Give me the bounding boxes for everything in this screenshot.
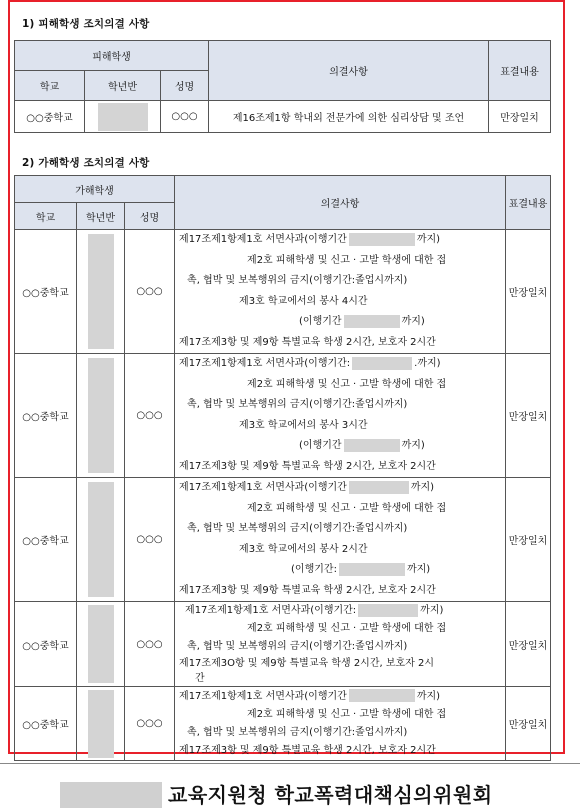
footer — [0, 780, 580, 810]
decision-cell: 제17조제1항제1호 서면사과(이행기간 까지) 제2호 피해학생 및 신고 · 고발 학생에 대한 접 촉, 협박 및 보복행위의 금지(이행기간:졸업시까지) 제17조제3항 및 제9항 특별교육 학생 2시간, 보호자 2시간 — [175, 687, 506, 761]
decision-header: 의결사항 — [175, 176, 506, 230]
vote-header: 표결내용 — [489, 41, 551, 101]
school-header: 학교 — [15, 71, 85, 101]
class-cell-redacted — [77, 687, 125, 761]
offender-group-header: 가해학생 — [15, 176, 175, 203]
table-row — [15, 354, 551, 478]
class-cell-redacted — [77, 230, 125, 354]
school-cell: ○○중학교 — [15, 687, 77, 761]
name-cell: ○○○ — [125, 230, 175, 354]
decision-cell: 제17조제1항제1호 서면사과(이행기간: .까지) 제2호 피해학생 및 신고 · 고발 학생에 대한 접 촉, 협박 및 보복행위의 금지(이행기간:졸업시까지) 제3호 학교에서의 봉사 3시간 (이행기간 까지) 제17조제3항 및 제9항 특별교육 학생 2시간, 보호자 2시간 — [175, 354, 506, 478]
name-header: 성명 — [125, 203, 175, 230]
vote-cell: 만장일치 — [506, 602, 551, 687]
table-row — [15, 602, 551, 687]
name-cell: ○○○ — [161, 101, 209, 133]
class-header: 학년반 — [77, 203, 125, 230]
decision-cell: 제17조제1항제1호 서면사과(이행기간 까지) 제2호 피해학생 및 신고 · 고발 학생에 대한 접 촉, 협박 및 보복행위의 금지(이행기간:졸업시까지) 제3호 학교에서의 봉사 2시간 (이행기간: 까지) 제17조제3항 및 제9항 특별교육 학생 2시간, 보호자 2시간 — [175, 478, 506, 602]
name-cell: ○○○ — [125, 354, 175, 478]
vote-cell: 만장일치 — [506, 354, 551, 478]
vote-cell: 만장일치 — [506, 230, 551, 354]
name-header: 성명 — [161, 71, 209, 101]
victim-group-header: 피해학생 — [15, 41, 209, 71]
school-cell: ○○중학교 — [15, 354, 77, 478]
table-row — [15, 230, 551, 354]
class-cell-redacted — [77, 602, 125, 687]
organization-name: 교육지원청 학교폭력대책심의위원회 — [168, 783, 493, 807]
section1-title: 1) 피해학생 조치의결 사항 — [22, 18, 150, 30]
vote-cell: 만장일치 — [489, 101, 551, 133]
victim-table — [14, 40, 551, 133]
class-header: 학년반 — [85, 71, 161, 101]
class-cell-redacted — [85, 101, 161, 133]
redacted-region — [60, 782, 162, 808]
name-cell: ○○○ — [125, 687, 175, 761]
decision-cell: 제17조제1항제1호 서면사과(이행기간: 까지) 제2호 피해학생 및 신고 · 고발 학생에 대한 접 촉, 협박 및 보복행위의 금지(이행기간:졸업시까지) 제17조제3O항 및 제9항 특별교육 학생 2시간, 보호자 2시 간 — [175, 602, 506, 687]
class-cell-redacted — [77, 478, 125, 602]
table-row — [15, 478, 551, 602]
table-row — [15, 101, 551, 133]
name-cell: ○○○ — [125, 602, 175, 687]
offender-table — [14, 175, 551, 761]
vote-cell: 만장일치 — [506, 478, 551, 602]
vote-header: 표결내용 — [506, 176, 551, 230]
section2-title: 2) 가해학생 조치의결 사항 — [22, 157, 150, 169]
school-cell: ○○중학교 — [15, 101, 85, 133]
school-cell: ○○중학교 — [15, 602, 77, 687]
decision-cell: 제17조제1항제1호 서면사과(이행기간 까지) 제2호 피해학생 및 신고 · 고발 학생에 대한 접 촉, 협박 및 보복행위의 금지(이행기간:졸업시까지) 제3호 학교에서의 봉사 4시간 (이행기간 까지) 제17조제3항 및 제9항 특별교육 학생 2시간, 보호자 2시간 — [175, 230, 506, 354]
decision-header: 의결사항 — [209, 41, 489, 101]
decision-cell: 제16조제1항 학내외 전문가에 의한 심리상담 및 조언 — [209, 101, 489, 133]
table-row — [15, 687, 551, 761]
school-header: 학교 — [15, 203, 77, 230]
vote-cell: 만장일치 — [506, 687, 551, 761]
class-cell-redacted — [77, 354, 125, 478]
name-cell: ○○○ — [125, 478, 175, 602]
divider — [0, 763, 580, 764]
school-cell: ○○중학교 — [15, 230, 77, 354]
school-cell: ○○중학교 — [15, 478, 77, 602]
